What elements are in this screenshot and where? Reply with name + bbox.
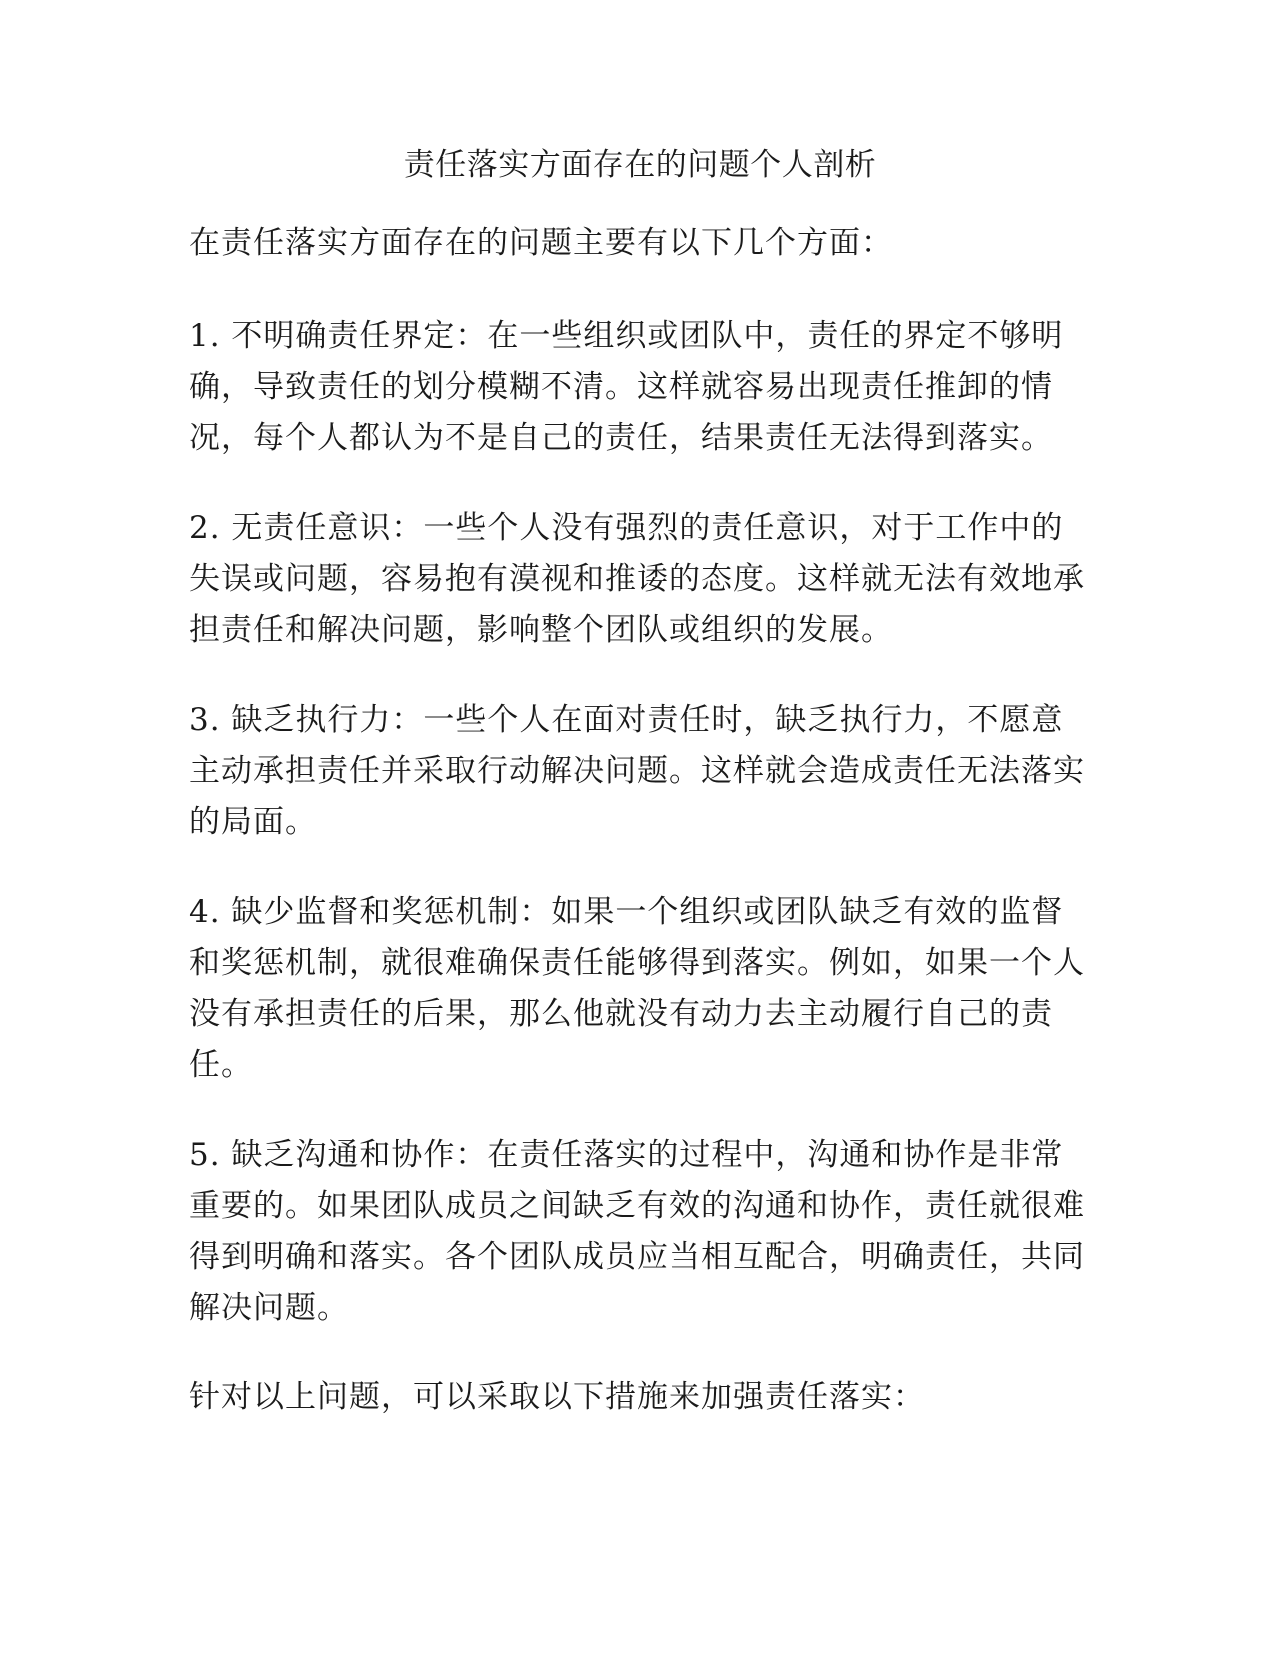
outro-paragraph bbox=[189, 1372, 1089, 1423]
issue-text-1: 1. 不明确责任界定：在一些组织或团队中，责任的界定不够明确，导致责任的划分模糊不清。这样就容易出现责任推卸的情况，每个人都认为不是自己的责任，结果责任无法得到落实。 bbox=[189, 318, 1064, 456]
intro-text: 在责任落实方面存在的问题主要有以下几个方面： bbox=[189, 225, 893, 261]
issue-paragraph-2 bbox=[189, 503, 1089, 656]
issue-text-4: 4. 缺少监督和奖惩机制：如果一个组织或团队缺乏有效的监督和奖惩机制，就很难确保责任能够得到落实。例如，如果一个人没有承担责任的后果，那么他就没有动力去主动履行自己的责任。 bbox=[189, 894, 1085, 1083]
issue-paragraph-5 bbox=[189, 1130, 1089, 1334]
issue-paragraph-1 bbox=[189, 311, 1089, 464]
document-title: 责任落实方面存在的问题个人剖析 bbox=[403, 147, 877, 183]
issue-paragraph-4 bbox=[189, 887, 1089, 1091]
intro-paragraph bbox=[189, 218, 1089, 269]
issue-paragraph-3 bbox=[189, 695, 1089, 848]
issue-text-2: 2. 无责任意识：一些个人没有强烈的责任意识，对于工作中的失误或问题，容易抱有漠视和推诿的态度。这样就无法有效地承担责任和解决问题，影响整个团队或组织的发展。 bbox=[189, 510, 1085, 648]
outro-text: 针对以上问题，可以采取以下措施来加强责任落实： bbox=[189, 1379, 925, 1415]
issue-text-3: 3. 缺乏执行力：一些个人在面对责任时，缺乏执行力，不愿意主动承担责任并采取行动解决问题。这样就会造成责任无法落实的局面。 bbox=[189, 702, 1085, 840]
issue-text-5: 5. 缺乏沟通和协作：在责任落实的过程中，沟通和协作是非常重要的。如果团队成员之间缺乏有效的沟通和协作，责任就很难得到明确和落实。各个团队成员应当相互配合，明确责任，共同解决问题。 bbox=[189, 1137, 1085, 1326]
